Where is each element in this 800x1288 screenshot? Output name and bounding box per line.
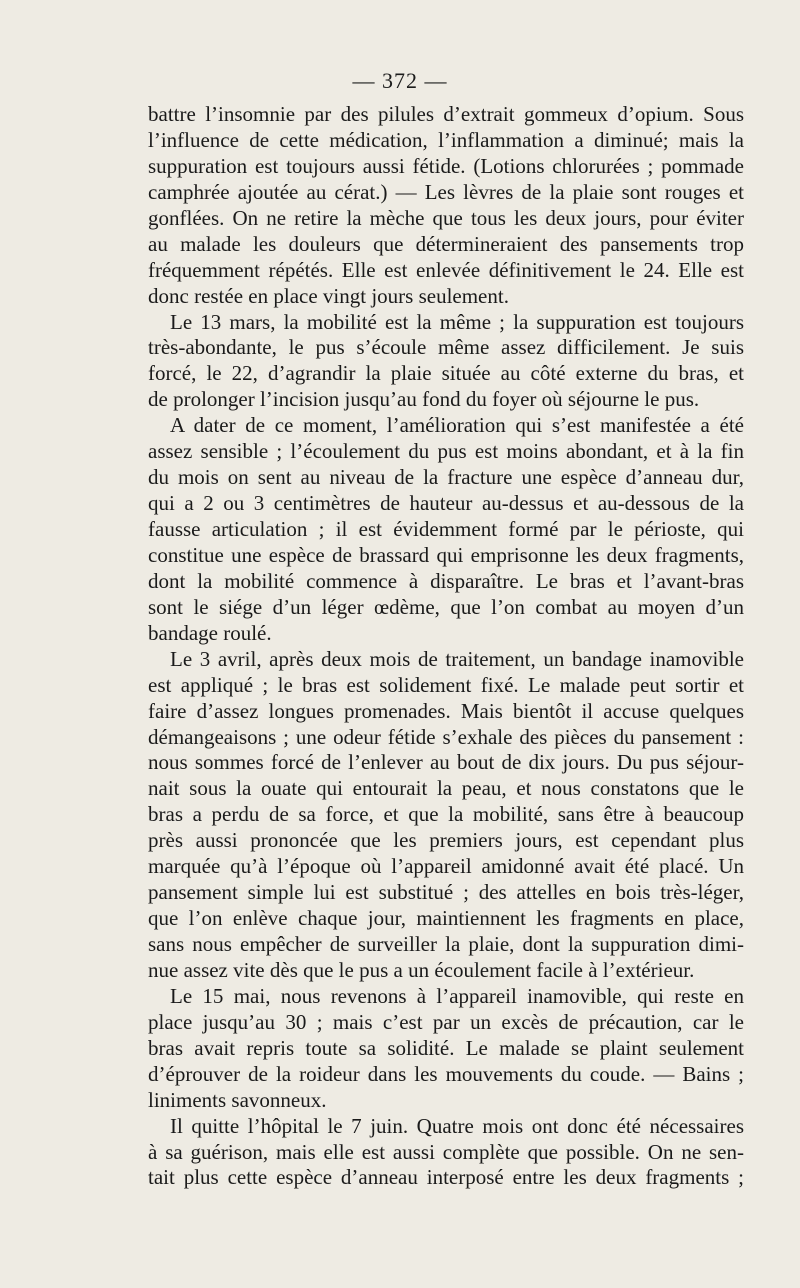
text-line: suppuration est toujours aussi fétide. (Lotions chlorurées ; pommade: [148, 153, 744, 178]
text-line: démangeaisons ; une odeur fétide s’exhale des pièces du pansement :: [148, 724, 744, 749]
body-text: [148, 102, 744, 1191]
text-line: forcé, le 22, d’agrandir la plaie située au côté externe du bras, et: [148, 361, 744, 386]
text-line: fréquemment répétés. Elle est enlevée définitivement le 24. Elle est: [148, 257, 744, 282]
text-line: l’influence de cette médication, l’inflammation a diminué; mais la: [148, 127, 744, 152]
text-line: est appliqué ; le bras est solidement fixé. Le malade peut sortir et: [148, 672, 744, 697]
text-line: du mois on sent au niveau de la fracture une espèce d’anneau dur,: [148, 465, 744, 490]
text-line: très-abondante, le pus s’écoule même assez difficilement. Je suis: [148, 335, 744, 360]
text-line: pansement simple lui est substitué ; des attelles en bois très-léger,: [148, 880, 744, 905]
text-line: Le 13 mars, la mobilité est la même ; la suppuration est toujours: [170, 309, 744, 334]
text-line: bandage roulé.: [148, 620, 272, 645]
text-line: nue assez vite dès que le pus a un écoulement facile à l’extérieur.: [148, 957, 695, 982]
text-line: constitue une espèce de brassard qui emprisonne les deux fragments,: [148, 542, 744, 567]
text-line: battre l’insomnie par des pilules d’extrait gommeux d’opium. Sous: [148, 102, 744, 126]
text-line: qui a 2 ou 3 centimètres de hauteur au-dessus et au-dessous de la: [148, 491, 744, 516]
text-line: Le 3 avril, après deux mois de traitement, un bandage inamovible: [170, 646, 744, 671]
text-line: liniments savonneux.: [148, 1087, 327, 1112]
text-line: de prolonger l’incision jusqu’au fond du foyer où séjourne le pus.: [148, 387, 700, 412]
text-line: nait sous la ouate qui entourait la peau, et nous constatons que le: [148, 776, 744, 801]
text-line: près aussi prononcée que les premiers jours, est cependant plus: [148, 828, 744, 853]
text-line: d’éprouver de la roideur dans les mouvements du coude. — Bains ;: [148, 1061, 744, 1086]
text-line: faire d’assez longues promenades. Mais bientôt il accuse quelques: [148, 698, 744, 723]
text-line: au malade les douleurs que détermineraient des pansements trop: [148, 231, 744, 256]
text-line: camphrée ajoutée au cérat.) — Les lèvres de la plaie sont rouges et: [148, 179, 744, 204]
page-number: — 372 —: [352, 68, 448, 93]
text-line: sans nous empêcher de surveiller la plaie, dont la suppuration dimi-: [148, 932, 744, 956]
text-line: dont la mobilité commence à disparaître. Le bras et l’avant-bras: [148, 568, 744, 593]
text-line: nous sommes forcé de l’enlever au bout de dix jours. Du pus séjour-: [148, 750, 744, 775]
text-line: tait plus cette espèce d’anneau interposé entre les deux fragments ;: [148, 1165, 744, 1190]
text-line: A dater de ce moment, l’amélioration qui s’est manifestée a été: [170, 413, 744, 438]
text-line: que l’on enlève chaque jour, maintiennent les fragments en place,: [148, 906, 744, 931]
text-line: à sa guérison, mais elle est aussi complète que possible. On ne sen-: [148, 1139, 744, 1164]
text-line: Il quitte l’hôpital le 7 juin. Quatre mois ont donc été nécessaires: [170, 1113, 744, 1138]
text-line: fausse articulation ; il est évidemment formé par le périoste, qui: [148, 517, 744, 541]
text-line: donc restée en place vingt jours seulement.: [148, 283, 509, 308]
text-line: marquée qu’à l’époque où l’appareil amidonné avait été placé. Un: [148, 854, 744, 879]
text-line: Le 15 mai, nous revenons à l’appareil inamovible, qui reste en: [170, 983, 744, 1008]
text-line: place jusqu’au 30 ; mais c’est par un excès de précaution, car le: [148, 1009, 744, 1034]
text-line: assez sensible ; l’écoulement du pus est moins abondant, et à la fin: [148, 439, 744, 464]
text-line: gonflées. On ne retire la mèche que tous les deux jours, pour éviter: [148, 205, 744, 230]
text-line: sont le siége d’un léger œdème, que l’on combat au moyen d’un: [148, 594, 744, 619]
text-line: bras a perdu de sa force, et que la mobilité, sans être à beaucoup: [148, 802, 744, 827]
text-line: bras avait repris toute sa solidité. Le malade se plaint seulement: [148, 1035, 744, 1060]
